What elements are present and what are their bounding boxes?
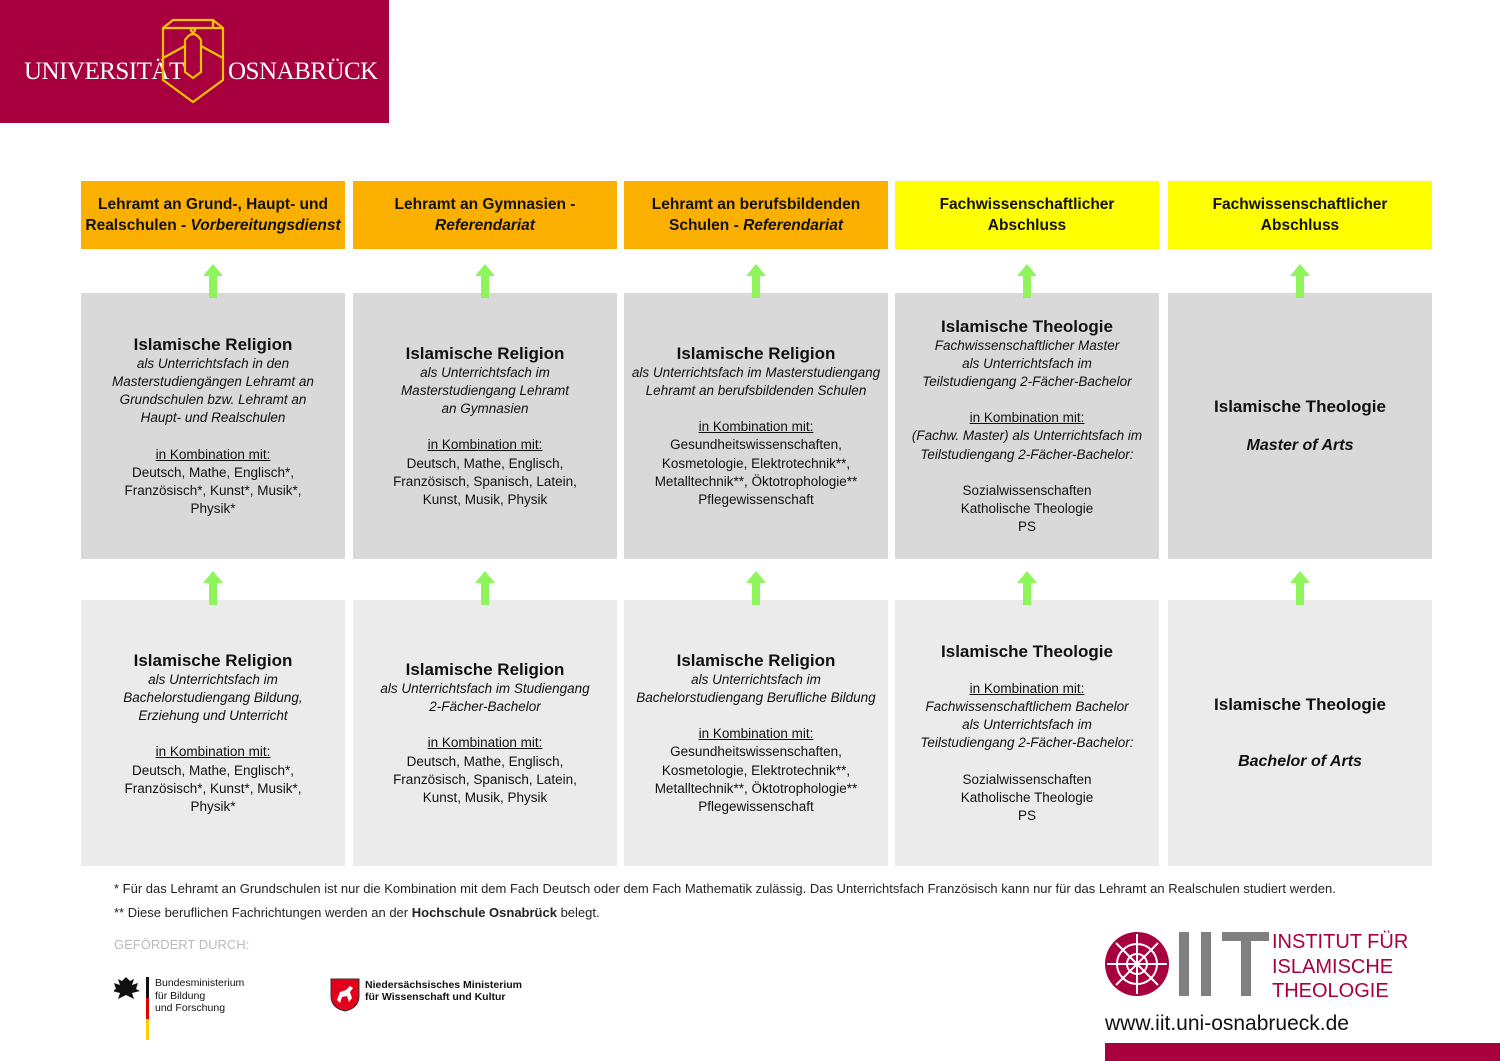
iit-name-line-3: THEOLOGIE (1272, 980, 1389, 1002)
combination-label: in Kombination mit: (969, 410, 1085, 426)
header-text: Fachwissenschaftlicher (1212, 196, 1388, 213)
program-description: an Gymnasien (441, 401, 529, 417)
header-line (940, 194, 1115, 215)
header-line (669, 215, 843, 236)
master-program-box-1 (81, 293, 345, 559)
header-line (395, 194, 576, 215)
degree-header-1 (81, 181, 345, 249)
program-title: Islamische Theologie (941, 316, 1113, 336)
footnote-2-text: ** Diese beruflichen Fachrichtungen werden an der (114, 905, 412, 920)
combination-subjects: Kunst, Musik, Physik (422, 492, 548, 507)
footnote-2-end: belegt. (556, 905, 600, 920)
arrow-up-icon (203, 264, 223, 298)
program-description: Masterstudiengang Lehramt (400, 382, 570, 398)
bmbf-line-1: Bundesministerium (155, 977, 245, 989)
master-program-box-4 (895, 293, 1159, 559)
program-description: als Unterrichtsfach im (691, 671, 821, 687)
header-text: Fachwissenschaftlicher (939, 196, 1115, 213)
program-description: als Unterrichtsfach im (420, 364, 550, 380)
header-line (988, 215, 1066, 236)
program-description: Teilstudiengang 2-Fächer-Bachelor: (920, 735, 1134, 751)
nds-ministry-logo (330, 978, 522, 1017)
degree-header-3 (624, 181, 888, 249)
bachelor-program-box-2 (353, 600, 617, 866)
header-text: Lehramt an Grund-, Haupt- und (98, 196, 328, 213)
program-title: Islamische Theologie (941, 641, 1113, 661)
program-description: als Unterrichtsfach im (962, 355, 1092, 371)
program-description: Bachelorstudiengang Bildung, (123, 689, 303, 705)
program-description: als Unterrichtsfach im Masterstudiengang (631, 364, 881, 380)
lower-saxony-horse-shield-icon (330, 978, 360, 1012)
program-title: Islamische Religion (676, 650, 836, 670)
degree-header-5 (1168, 181, 1432, 249)
university-crest-icon (160, 18, 226, 104)
program-description: Bachelorstudiengang Berufliche Bildung (636, 689, 876, 705)
header-text: Referendariat (743, 217, 843, 234)
arrow-up-icon (1017, 571, 1037, 605)
header-text: Lehramt an Gymnasien - (394, 196, 576, 213)
program-description: als Unterrichtsfach im (148, 671, 278, 687)
iit-name-line-1: INSTITUT FÜR (1272, 931, 1409, 953)
combination-subjects: Pflegewissenschaft (698, 799, 814, 814)
bachelor-program-box-3 (624, 600, 888, 866)
combination-subjects: Gesundheitswissenschaften, (670, 437, 842, 453)
combination-label: in Kombination mit: (155, 744, 271, 760)
degree-header-2 (353, 181, 617, 249)
combination-subjects: Deutsch, Mathe, Englisch, (406, 753, 564, 769)
combination-subjects: Sozialwissenschaften (962, 482, 1092, 498)
arrow-up-icon (475, 264, 495, 298)
arrow-up-icon (746, 264, 766, 298)
program-description: als Unterrichtsfach im Studiengang (380, 680, 590, 696)
header-text: Realschulen - (85, 217, 191, 234)
header-text: Referendariat (435, 217, 535, 234)
program-description: Grundschulen bzw. Lehramt an (119, 392, 307, 408)
footnote-2-bold: Hochschule Osnabrück (411, 905, 557, 920)
combination-subjects: Katholische Theologie (960, 789, 1094, 805)
institute-url-link[interactable]: www.iit.uni-osnabrueck.de (1105, 1012, 1349, 1035)
federal-eagle-icon (114, 975, 154, 1041)
master-program-box-5 (1168, 293, 1432, 559)
combination-subjects: Französisch, Spanisch, Latein, (393, 473, 577, 489)
program-title: Islamische Theologie (1214, 396, 1386, 416)
bmbf-line-2: für Bildung (155, 989, 206, 1002)
logo-text-right: OSNABRÜCK (228, 58, 378, 85)
combination-label: in Kombination mit: (427, 437, 543, 453)
combination-subjects: Physik* (190, 501, 236, 517)
nds-line-2: für Wissenschaft und Kultur (365, 990, 506, 1003)
master-program-box-2 (353, 293, 617, 559)
combination-subjects: Gesundheitswissenschaften, (670, 744, 842, 760)
combination-subjects: Deutsch, Mathe, Englisch*, (131, 762, 295, 778)
program-description: als Unterrichtsfach im (962, 717, 1092, 733)
nds-line-1: Niedersächsisches Ministerium (365, 979, 522, 991)
program-description: Fachwissenschaftlichem Bachelor (925, 698, 1129, 714)
program-description: Teilstudiengang 2-Fächer-Bachelor: (920, 446, 1134, 462)
combination-subjects: Metalltechnik**, Öktotrophologie** (654, 780, 858, 796)
header-text: Abschluss (987, 217, 1067, 234)
header-text: Abschluss (1260, 217, 1340, 234)
combination-subjects: PS (1017, 808, 1036, 823)
bachelor-program-box-1 (81, 600, 345, 866)
arrow-up-icon (1290, 571, 1310, 605)
iit-ornament-logo-icon (1104, 930, 1269, 998)
combination-label: in Kombination mit: (969, 680, 1085, 696)
combination-subjects: Kosmetologie, Elektrotechnik**, (661, 762, 851, 778)
combination-subjects: Metalltechnik**, Öktotrophologie** (654, 473, 858, 489)
combination-subjects: Katholische Theologie (960, 501, 1094, 516)
funding-label: GEFÖRDERT DURCH: (114, 937, 250, 952)
combination-label: in Kombination mit: (698, 726, 814, 742)
program-description: Erziehung und Unterricht (138, 708, 288, 724)
arrow-up-icon (1017, 264, 1037, 298)
university-logo (0, 0, 389, 123)
combination-subjects: Sozialwissenschaften (962, 771, 1092, 787)
program-description: als Unterrichtsfach in den (136, 355, 290, 371)
footnote-2 (114, 905, 600, 920)
combination-subjects: PS (1017, 519, 1036, 535)
combination-subjects: Kosmetologie, Elektrotechnik**, (661, 455, 851, 471)
footnote-1: * Für das Lehramt an Grundschulen ist nur die Kombination mit dem Fach Deutsch oder dem Fach Mathematik zulässig. Das Unterrichtsfach Französisch kann nur für das Lehramt an Realschulen studiert werden. (114, 881, 1336, 896)
degree-name: Master of Arts (1246, 436, 1354, 454)
arrow-up-icon (746, 571, 766, 605)
program-title: Islamische Theologie (1214, 694, 1386, 714)
combination-label: in Kombination mit: (155, 446, 271, 462)
combination-subjects: Französisch*, Kunst*, Musik*, (124, 482, 302, 498)
iit-logo (1104, 930, 1409, 1003)
program-title: Islamische Religion (405, 343, 565, 363)
combination-subjects: Physik* (190, 799, 236, 814)
header-line (652, 194, 860, 215)
arrow-up-icon (1290, 264, 1310, 298)
combination-subjects: Kunst, Musik, Physik (422, 789, 548, 805)
program-title: Islamische Religion (133, 334, 293, 354)
program-description: Haupt- und Realschulen (140, 410, 286, 426)
degree-header-4 (895, 181, 1159, 249)
combination-label: in Kombination mit: (427, 735, 543, 751)
program-description: Lehramt an berufsbildenden Schulen (645, 382, 867, 398)
program-description: (Fachw. Master) als Unterrichtsfach im (911, 428, 1143, 444)
combination-label: in Kombination mit: (698, 419, 814, 435)
master-program-box-3 (624, 293, 888, 559)
bmbf-line-3: und Forschung (155, 1002, 226, 1014)
program-description: Masterstudiengängen Lehramt an (112, 373, 314, 389)
iit-name-line-2: ISLAMISCHE (1272, 955, 1394, 978)
combination-subjects: Französisch*, Kunst*, Musik*, (124, 780, 302, 796)
program-description: 2-Fächer-Bachelor (429, 699, 541, 715)
header-line (85, 215, 340, 236)
arrow-up-icon (475, 571, 495, 605)
header-line (1261, 215, 1339, 236)
combination-subjects: Deutsch, Mathe, Englisch*, (131, 464, 295, 480)
program-title: Islamische Religion (133, 650, 293, 670)
program-title: Islamische Religion (676, 343, 836, 363)
logo-text-left: UNIVERSITÄT (24, 58, 184, 85)
header-line (98, 194, 328, 215)
combination-subjects: Deutsch, Mathe, Englisch, (406, 455, 564, 471)
header-text: Lehramt an berufsbildenden (651, 196, 861, 213)
brand-bar (1105, 1043, 1500, 1061)
program-description: Teilstudiengang 2-Fächer-Bachelor (922, 373, 1132, 389)
bachelor-program-box-4 (895, 600, 1159, 866)
bachelor-program-box-5 (1168, 600, 1432, 866)
arrow-up-icon (203, 571, 223, 605)
bmbf-logo (114, 975, 245, 1046)
combination-subjects: Französisch, Spanisch, Latein, (393, 771, 577, 787)
header-line (435, 215, 535, 236)
header-line (1213, 194, 1388, 215)
degree-name: Bachelor of Arts (1238, 752, 1362, 770)
header-text: Vorbereitungsdienst (190, 217, 341, 234)
program-title: Islamische Religion (405, 659, 565, 679)
program-description: Fachwissenschaftlicher Master (934, 337, 1120, 353)
header-text: Schulen - (668, 217, 744, 234)
combination-subjects: Pflegewissenschaft (698, 492, 814, 507)
